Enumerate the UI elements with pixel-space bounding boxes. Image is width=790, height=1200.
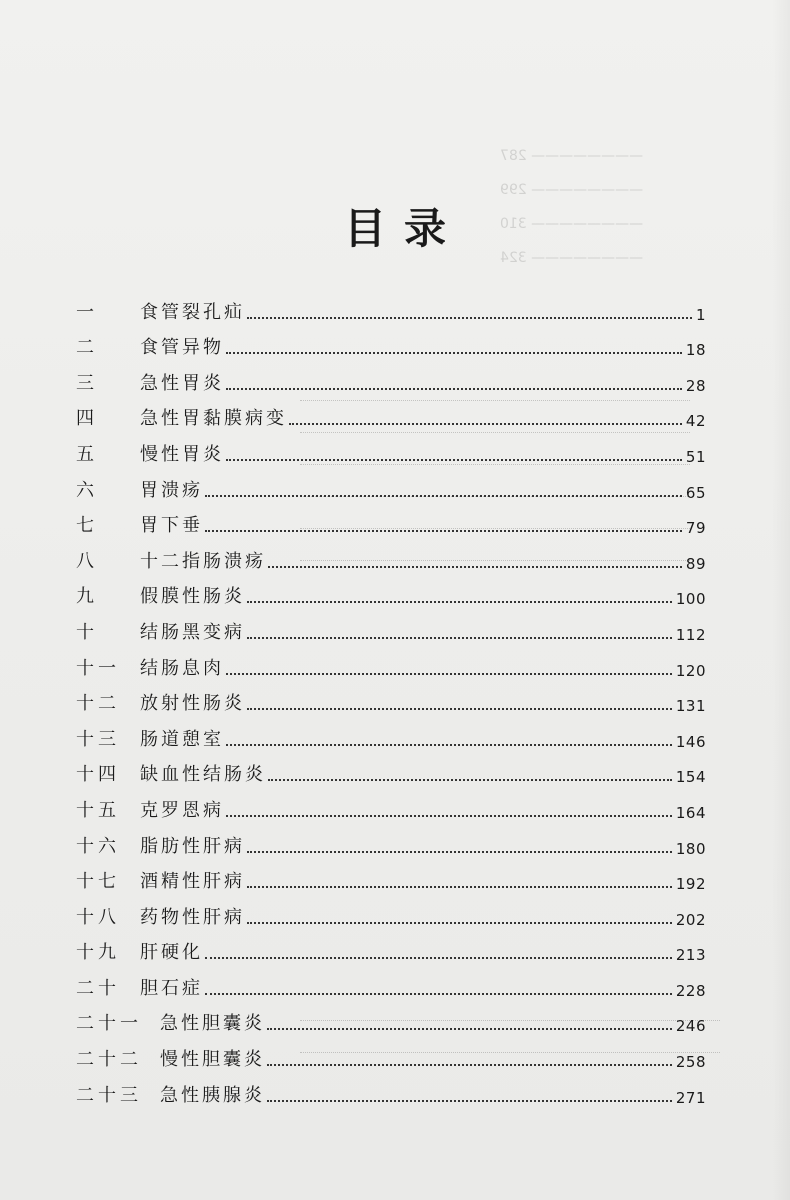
chapter-title: 急性胃炎: [140, 372, 224, 394]
dot-leader: [289, 423, 682, 425]
page-number: 271: [675, 1088, 706, 1107]
toc-entry: [76, 964, 706, 1000]
page-number: 164: [675, 803, 706, 822]
page-number: 213: [675, 946, 706, 965]
chapter-number: 十八: [76, 906, 120, 928]
page-number: 65: [685, 483, 706, 502]
chapter-number: 二十三: [76, 1084, 142, 1106]
chapter-number: 四: [76, 408, 98, 430]
chapter-title: 急性胆囊炎: [160, 1013, 265, 1035]
toc-entry: [76, 608, 706, 644]
chapter-title: 脂肪性肝病: [140, 835, 245, 857]
chapter-title: 食管异物: [140, 337, 224, 359]
dot-leader: [205, 957, 672, 959]
toc-entry: [76, 786, 706, 822]
dot-leader: [205, 530, 682, 532]
page-number: 246: [675, 1017, 706, 1036]
chapter-number: 三: [76, 372, 98, 394]
chapter-title: 结肠黑变病: [140, 621, 245, 643]
chapter-number: 九: [76, 586, 98, 608]
page-number: 202: [675, 910, 706, 929]
page-number: 120: [675, 661, 706, 680]
page-number: 258: [675, 1053, 706, 1072]
show-through-text: ———————— 310: [500, 216, 644, 232]
dot-leader: [205, 495, 682, 497]
chapter-title: 食管裂孔疝: [140, 301, 245, 323]
chapter-title: 肝硬化: [140, 942, 203, 964]
dot-leader: [267, 1028, 672, 1030]
chapter-title: 肠道憩室: [140, 728, 224, 750]
chapter-title: 胃下垂: [140, 515, 203, 537]
chapter-title: 酒精性肝病: [140, 871, 245, 893]
page-number: 146: [675, 732, 706, 751]
toc-entry: [76, 1071, 706, 1107]
toc-entry: [76, 822, 706, 858]
page-number: 131: [675, 697, 706, 716]
dot-leader: [247, 708, 672, 710]
dot-leader: [267, 1100, 672, 1102]
toc-entry: [76, 573, 706, 609]
page-number: 18: [685, 341, 706, 360]
page-number: 28: [685, 376, 706, 395]
toc-entry: [76, 858, 706, 894]
chapter-title: 慢性胆囊炎: [160, 1049, 265, 1071]
show-through-text: ———————— 299: [500, 182, 644, 198]
toc-entry: [76, 502, 706, 538]
page-number: 192: [675, 875, 706, 894]
chapter-number: 七: [76, 515, 98, 537]
chapter-number: 六: [76, 479, 98, 501]
chapter-title: 胃溃疡: [140, 479, 203, 501]
toc-entry: [76, 715, 706, 751]
dot-leader: [226, 673, 672, 675]
toc-entry: [76, 324, 706, 360]
dot-leader: [247, 851, 672, 853]
chapter-title: 慢性胃炎: [140, 443, 224, 465]
dot-leader: [205, 993, 672, 995]
chapter-title: 结肠息肉: [140, 657, 224, 679]
chapter-title: 克罗恩病: [140, 799, 224, 821]
chapter-title: 药物性肝病: [140, 906, 245, 928]
toc-entry: [76, 893, 706, 929]
dot-leader: [226, 459, 682, 461]
chapter-number: 十三: [76, 728, 120, 750]
dot-leader: [247, 922, 672, 924]
toc-entry: [76, 680, 706, 716]
chapter-title: 放射性肠炎: [140, 693, 245, 715]
page-number: 180: [675, 839, 706, 858]
chapter-number: 八: [76, 550, 98, 572]
page-number: 112: [675, 625, 706, 644]
toc-entry: [76, 359, 706, 395]
page-number: 1: [695, 305, 706, 324]
chapter-title: 假膜性肠炎: [140, 586, 245, 608]
toc-entry: [76, 288, 706, 324]
chapter-number: 十一: [76, 657, 120, 679]
toc-entry: [76, 430, 706, 466]
chapter-title: 胆石症: [140, 977, 203, 999]
page-title: 目录: [343, 204, 464, 253]
toc-entry: [76, 929, 706, 965]
page-number: 42: [685, 412, 706, 431]
chapter-number: 十四: [76, 764, 120, 786]
chapter-number: 一: [76, 301, 98, 323]
toc-entry: [76, 644, 706, 680]
toc-entry: [76, 537, 706, 573]
dot-leader: [226, 815, 672, 817]
chapter-number: 二十二: [76, 1049, 142, 1071]
chapter-title: 十二指肠溃疡: [140, 550, 266, 572]
chapter-title: 缺血性结肠炎: [140, 764, 266, 786]
page-number: 79: [685, 519, 706, 538]
toc-entry: [76, 1000, 706, 1036]
chapter-number: 十: [76, 621, 98, 643]
page-edge-shadow: [772, 0, 790, 1200]
chapter-number: 二: [76, 337, 98, 359]
chapter-number: 二十一: [76, 1013, 142, 1035]
toc-entry: [76, 466, 706, 502]
show-through-text: ———————— 287: [500, 148, 644, 164]
dot-leader: [267, 1064, 672, 1066]
dot-leader: [247, 317, 692, 319]
chapter-number: 十五: [76, 799, 120, 821]
dot-leader: [247, 601, 672, 603]
chapter-number: 二十: [76, 977, 120, 999]
dot-leader: [268, 779, 672, 781]
toc-entry: [76, 1035, 706, 1071]
toc-entry: [76, 395, 706, 431]
chapter-title: 急性胃黏膜病变: [140, 408, 287, 430]
chapter-number: 十六: [76, 835, 120, 857]
chapter-number: 十九: [76, 942, 120, 964]
page-number: 100: [675, 590, 706, 609]
dot-leader: [247, 637, 672, 639]
chapter-number: 十七: [76, 871, 120, 893]
page-number: 89: [685, 554, 706, 573]
chapter-title: 急性胰腺炎: [160, 1084, 265, 1106]
chapter-number: 十二: [76, 693, 120, 715]
dot-leader: [268, 566, 682, 568]
toc-entry: [76, 751, 706, 787]
show-through-text: ———————— 324: [500, 250, 644, 266]
dot-leader: [226, 744, 672, 746]
page-number: 51: [685, 447, 706, 466]
chapter-number: 五: [76, 443, 98, 465]
table-of-contents: [76, 288, 706, 1107]
page-number: 154: [675, 768, 706, 787]
dot-leader: [226, 388, 682, 390]
page-number: 228: [675, 981, 706, 1000]
dot-leader: [226, 352, 682, 354]
dot-leader: [247, 886, 672, 888]
